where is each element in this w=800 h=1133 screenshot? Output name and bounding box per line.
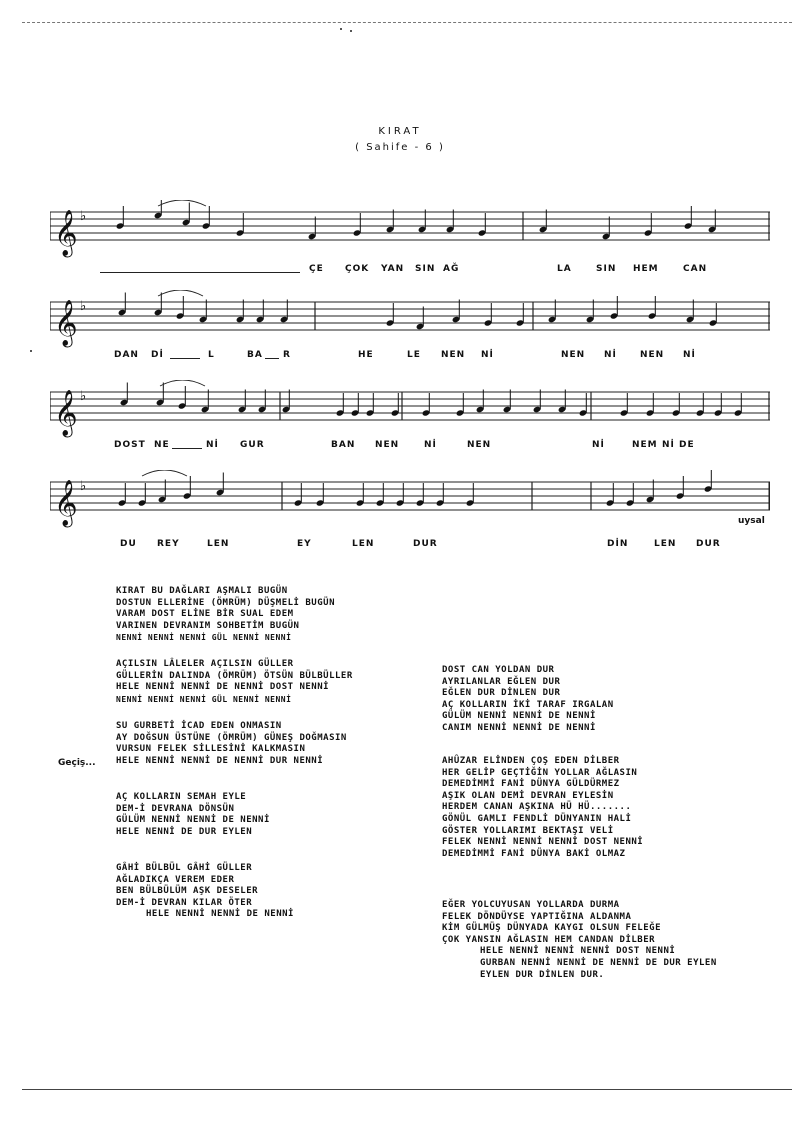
lyrics-line-1: [0, 264, 800, 278]
flat-key-signature-icon: ♭: [80, 299, 87, 314]
lyric-syllable: LE: [407, 350, 421, 360]
lyric-syllable: HEM: [633, 264, 659, 274]
lyric-syllable: Nİ: [424, 440, 437, 450]
lyrics-line-4: [0, 539, 800, 553]
lyric-syllable: REY: [157, 539, 180, 549]
lyric-syllable: NE: [154, 440, 170, 450]
page-subtitle: ( Sahife - 6 ): [355, 142, 445, 153]
verse-line: AY DOĞSUN ÜSTÜNE (ÖMRÜM) GÜNEŞ DOĞMASIN: [116, 732, 347, 743]
bottom-rule: [22, 1089, 792, 1090]
slur: [142, 470, 187, 476]
lyric-syllable: NEN: [441, 350, 466, 360]
verse-line: AÇILSIN LÂLELER AÇILSIN GÜLLER: [116, 659, 294, 669]
song-title: KIRAT: [378, 126, 422, 137]
verse-line: HELE NENNİ NENNİ DE NENNİ DUR NENNİ: [116, 755, 324, 766]
lyric-syllable: NEN: [375, 440, 400, 450]
lyric-syllable: LEN: [654, 539, 677, 549]
verse-line: GÖSTER YOLLARIMI BEKTAŞI VELİ: [442, 825, 614, 836]
lyric-syllable: Nİ DE: [662, 440, 695, 450]
verse-line: GÜLÜM NENNİ NENNİ DE NENNİ: [116, 815, 270, 826]
lyric-syllable: NEN: [467, 440, 492, 450]
lyric-syllable: DU: [120, 539, 137, 549]
verse-line: HER GELİP GEÇTİĞİN YOLLAR AĞLASIN: [442, 767, 638, 778]
treble-clef-icon: 𝄞: [54, 480, 78, 526]
lyric-syllable: LEN: [207, 539, 230, 549]
lyric-syllable: Nİ: [683, 350, 696, 360]
flat-key-signature-icon: ♭: [80, 479, 87, 494]
slur: [158, 200, 206, 206]
lyric-syllable: AĞ: [443, 264, 460, 274]
verse-line: DEM-İ DEVRAN KILAR ÖTER: [116, 897, 253, 908]
verse-line: DEMEDİMMİ FANİ DÜNYA GÜLDÜRMEZ: [442, 779, 620, 790]
verse-line: AĞLADIKÇA VEREM EDER: [116, 874, 235, 885]
lyric-syllable: NEN: [561, 350, 586, 360]
speck: [350, 30, 352, 32]
lyric-syllable: DUR: [696, 539, 721, 549]
verse-line: AHÛZAR ELİNDEN ÇOŞ EDEN DİLBER: [442, 756, 620, 766]
verse-line: AÇ KOLLARIN SEMAH EYLE: [116, 792, 247, 802]
lyric-syllable: BA: [247, 350, 263, 360]
verse-line: GÜLLERİN DALINDA (ÖMRÜM) ÖTSÜN BÜLBÜLLER: [116, 670, 353, 681]
lyric-syllable: Nİ: [206, 440, 219, 450]
lyric-syllable: DOST: [114, 440, 146, 450]
verse-line: BEN BÜLBÜLÜM AŞK DESELER: [116, 886, 259, 897]
verse-line: CANIM NENNİ NENNİ DE NENNİ: [442, 722, 596, 733]
verse-line: EĞER YOLCUYUSAN YOLLARDA DURMA: [442, 900, 620, 910]
flat-key-signature-icon: ♭: [80, 209, 87, 224]
staff-system-1: [50, 200, 770, 270]
lyric-syllable: CAN: [683, 264, 708, 274]
treble-clef-icon: 𝄞: [54, 390, 78, 436]
verse-line: EĞLEN DUR DİNLEN DUR: [442, 688, 561, 699]
lyric-syllable: DUR: [413, 539, 438, 549]
verse-line: ÇOK YANSIN AĞLASIN HEM CANDAN DİLBER: [442, 934, 656, 945]
lyric-syllable: NEN: [640, 350, 665, 360]
lyric-syllable: SIN: [596, 264, 617, 274]
verse-left-2: [116, 659, 353, 705]
verse-line: GÜLÜM NENNİ NENNİ DE NENNİ: [442, 711, 596, 722]
speck: [340, 28, 342, 30]
verse-line: HELE NENNİ NENNİ NENNİ DOST NENNİ: [480, 946, 676, 957]
verse-line: DOST CAN YOLDAN DUR: [442, 665, 555, 675]
composer-signature: uysal: [738, 516, 765, 526]
melisma-line: [172, 448, 202, 449]
verse-left-4: [116, 792, 270, 838]
lyric-syllable: YAN: [381, 264, 405, 274]
verse-line: DEMEDİMMİ FANİ DÜNYA BAKİ OLMAZ: [442, 848, 626, 859]
verse-line: AYRILANLAR EĞLEN DUR: [442, 676, 561, 687]
verse-line: VARAM DOST ELİNE BİR SUAL EDEM: [116, 609, 294, 620]
lyric-syllable: EY: [297, 539, 312, 549]
lyric-syllable: Nİ: [592, 440, 605, 450]
verse-right-1: [442, 665, 614, 735]
lyric-syllable: NEM: [632, 440, 658, 450]
lyric-syllable: DAN: [114, 350, 139, 360]
lyric-syllable: Dİ: [151, 350, 164, 360]
lyric-syllable: ÇOK: [345, 264, 370, 274]
melisma-line: [265, 358, 279, 359]
verse-line: VURSUN FELEK SİLLESİNİ KALKMASIN: [116, 744, 306, 755]
verse-line: FELEK NENNİ NENNİ NENNİ DOST NENNİ: [442, 837, 644, 848]
verse-line: VARINEN DEVRANIM SOHBETİM BUGÜN: [116, 620, 300, 631]
verse-left-5: [116, 863, 294, 921]
lyrics-line-2: [0, 350, 800, 364]
verse-line: KİM GÜLMÜŞ DÜNYADA KAYGI OLSUN FELEĞE: [442, 923, 661, 934]
verse-line: HELE NENNİ NENNİ DE NENNİ: [146, 909, 294, 920]
verse-line: HELE NENNİ DE DUR EYLEN: [116, 826, 253, 837]
verse-line: SU GURBETİ İCAD EDEN ONMASIN: [116, 721, 282, 731]
lyric-syllable: SIN: [415, 264, 436, 274]
gecis-label: Geçiş...: [58, 758, 96, 768]
verse-right-2: [442, 756, 643, 860]
verse-left-3: [116, 721, 347, 767]
verse-right-3: [442, 900, 717, 981]
lyric-syllable: Nİ: [481, 350, 494, 360]
lyric-syllable: L: [208, 350, 215, 360]
melisma-line: [170, 358, 200, 359]
verse-line: GURBAN NENNİ NENNİ DE NENNİ DE DUR EYLEN: [480, 957, 717, 968]
lyric-syllable: R: [283, 350, 291, 360]
lyric-syllable: HE: [358, 350, 374, 360]
verse-line: AŞIK OLAN DEMİ DEVRAN EYLESİN: [442, 790, 614, 801]
lyric-syllable: DİN: [607, 539, 629, 549]
verse-line: HELE NENNİ NENNİ DE NENNİ DOST NENNİ: [116, 682, 330, 693]
verse-line: GÂHİ BÜLBÜL GÂHİ GÜLLER: [116, 863, 253, 873]
staff-system-4: [50, 470, 770, 540]
verse-line: NENNİ NENNİ NENNİ GÜL NENNİ NENNİ: [116, 633, 292, 643]
treble-clef-icon: 𝄞: [54, 210, 78, 256]
lyrics-line-3: [0, 440, 800, 454]
verse-left-1: [116, 586, 335, 644]
lyric-syllable: GUR: [240, 440, 265, 450]
verse-line: GÖNÜL GAMLI FENDLİ DÜNYANIN HALİ: [442, 813, 632, 824]
slur: [160, 380, 205, 386]
verse-line: HERDEM CANAN AŞKINA HÜ HÜ.......: [442, 802, 632, 813]
verse-line: EYLEN DUR DİNLEN DUR.: [480, 969, 605, 980]
lyric-syllable: BAN: [331, 440, 356, 450]
speck: [30, 350, 32, 352]
verse-line: DEM-İ DEVRANA DÖNSÜN: [116, 803, 235, 814]
verse-line: FELEK DÖNDÜYSE YAPTIĞINA ALDANMA: [442, 911, 632, 922]
flat-key-signature-icon: ♭: [80, 389, 87, 404]
lyric-syllable: LEN: [352, 539, 375, 549]
verse-line: DOSTUN ELLERİNE (ÖMRÜM) DÜŞMELİ BUGÜN: [116, 597, 335, 608]
verse-line: KIRAT BU DAĞLARI AŞMALI BUGÜN: [116, 586, 288, 596]
verse-line: AÇ KOLLARIN İKİ TARAF IRGALAN: [442, 699, 614, 710]
verse-line: NENNİ NENNİ NENNİ GÜL NENNİ NENNİ: [116, 694, 292, 704]
top-rule: [22, 22, 792, 23]
treble-clef-icon: 𝄞: [54, 300, 78, 346]
lyric-syllable: Nİ: [604, 350, 617, 360]
melisma-line: [100, 272, 300, 273]
slur: [158, 290, 203, 296]
lyric-syllable: LA: [557, 264, 572, 274]
lyric-syllable: ÇE: [309, 264, 324, 274]
